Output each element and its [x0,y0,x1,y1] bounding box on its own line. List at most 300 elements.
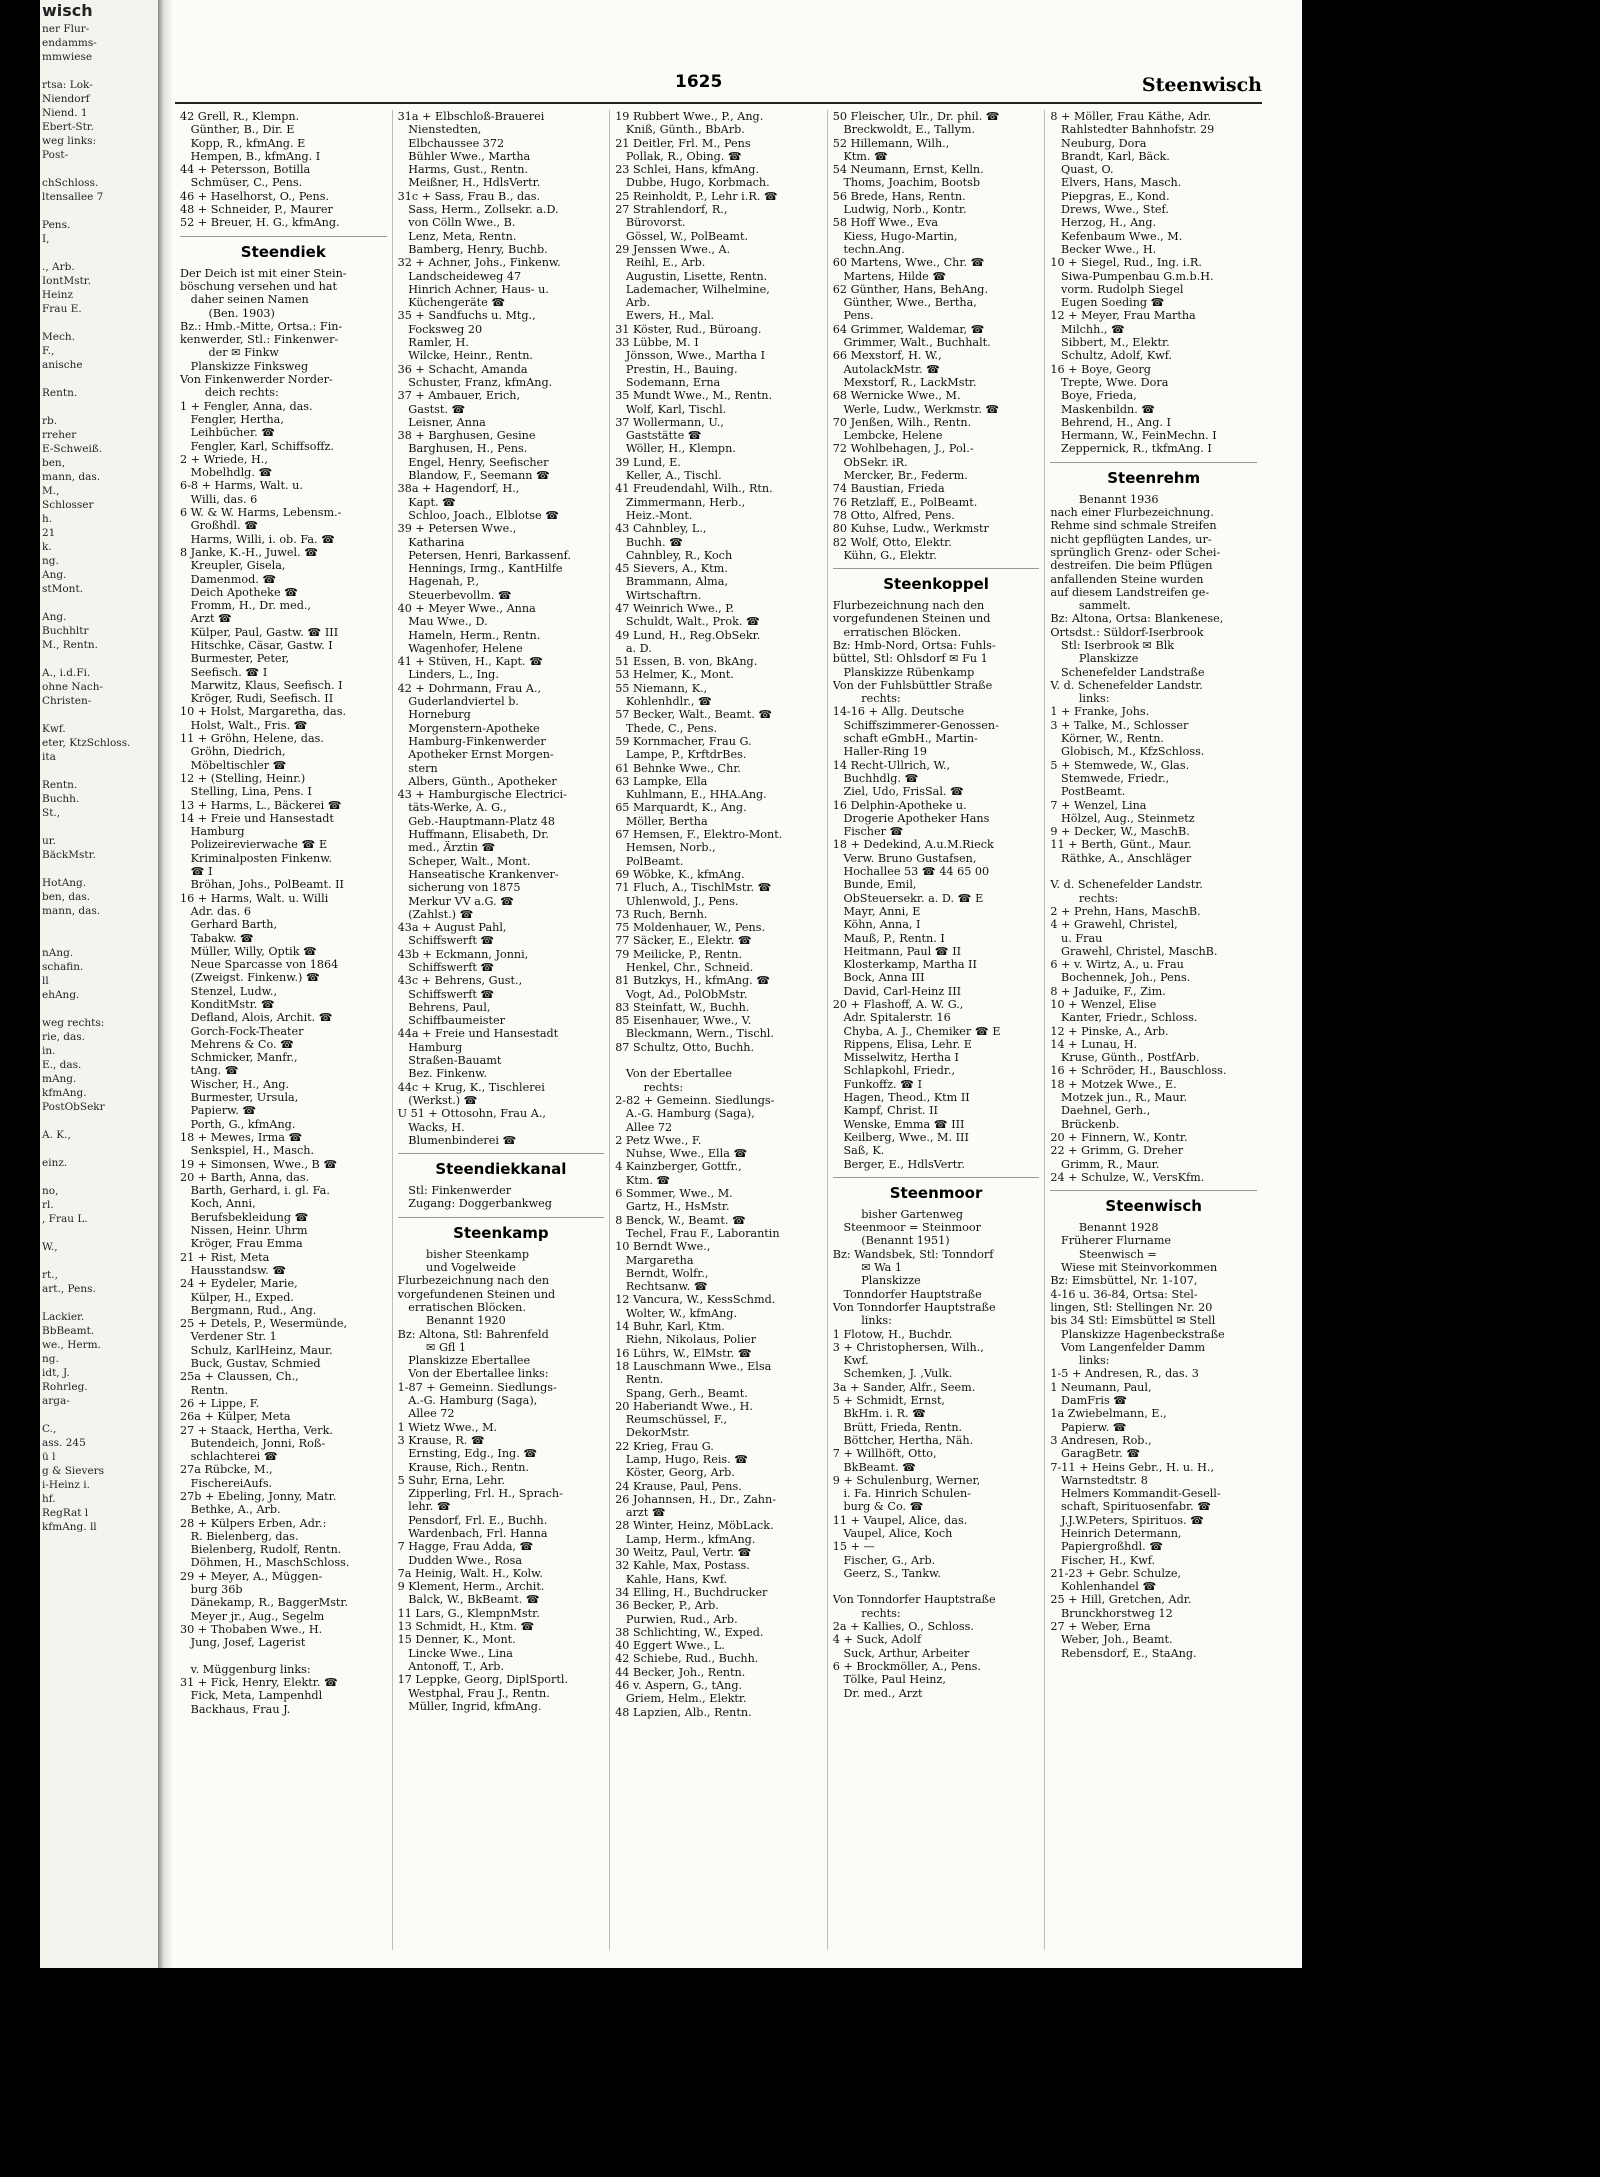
directory-entry: Vogt, Ad., PolObMstr. [615,987,748,1001]
left-margin-line: Ang. [42,611,67,623]
directory-entry: 3 + Talke, M., Schlosser [1050,718,1189,732]
directory-entry: R. Bielenberg, das. [180,1529,299,1543]
directory-entry: bis 34 Stl: Eimsbüttel ✉ Stell [1050,1314,1216,1328]
directory-entry: 7a Heinig, Walt. H., Kolw. [397,1566,543,1580]
left-margin-line [40,596,158,610]
directory-entry: Backhaus, Frau J. [180,1702,291,1716]
directory-entry: Von Tonndorfer Hauptstraße [832,1300,996,1314]
directory-entry: 10 Berndt Wwe., [615,1240,711,1254]
directory-entry: 16 + Boye, Georg [1050,362,1151,376]
directory-entry: 21-23 + Gebr. Schulze, [1050,1566,1182,1580]
directory-entry: 6 W. & W. Harms, Lebensm.- [180,506,342,520]
directory-entry: Bz: Hmb-Nord, Ortsa: Fuhls- [832,638,996,652]
directory-entry: ObSteuersekr. a. D. ☎ E [832,891,984,905]
left-margin-line: , Frau L. [42,1213,88,1225]
directory-entry: Wöller, H., Klempn. [615,442,736,456]
directory-entry: Riehn, Nikolaus, Polier [615,1333,757,1347]
directory-entry: 25 Reinholdt, P., Lehr i.R. ☎ [615,189,778,203]
directory-entry: 1 Wietz Wwe., M. [397,1420,498,1434]
directory-entry: Bz: Eimsbüttel, Nr. 1-107, [1050,1274,1198,1288]
left-margin-line: nAng. [42,947,74,959]
directory-entry: (Werkst.) ☎ [397,1093,478,1107]
directory-entry: Sibbert, M., Elektr. [1050,336,1170,350]
directory-entry: Schemken, J. ,Vulk. [832,1367,953,1381]
directory-entry: 33 Lübbe, M. I [615,336,699,350]
directory-entry: PostBeamt. [1050,785,1126,799]
directory-entry: Rahlstedter Bahnhofstr. 29 [1050,123,1215,137]
street-heading: Steenmoor [833,1177,1040,1204]
directory-entry: Fromm, H., Dr. med., [180,599,311,613]
left-margin-line: g & Sievers [42,1465,105,1477]
directory-entry: büttel, Stl: Ohlsdorf ✉ Fu 1 [832,652,988,666]
directory-entry: Holst, Walt., Fris. ☎ [180,718,308,732]
directory-entry: schaft eGmbH., Martin- [832,732,978,746]
directory-entry: links: [1050,1354,1110,1368]
directory-entry: Kriminalposten Finkenw. [180,851,333,865]
directory-entry: BkHm. i. R. ☎ [832,1407,927,1421]
directory-entry: Köster, Georg, Arb. [615,1466,735,1480]
directory-entry: Drews, Wwe., Stef. [1050,203,1169,217]
left-margin-line [40,862,158,876]
directory-entry: Hochallee 53 ☎ 44 65 00 [832,865,990,879]
street-heading: Steenrehm [1050,462,1257,489]
left-margin-line [40,1408,158,1422]
directory-entry: techn.Ang. [832,242,905,256]
directory-entry: Schlapkohl, Friedr., [832,1064,956,1078]
left-margin-line: ltensallee 7 [42,191,104,203]
directory-entry: stern [397,761,438,775]
directory-entry: 52 + Breuer, H. G., kfmAng. [180,216,340,230]
directory-entry: Günther, Wwe., Bertha, [832,296,977,310]
directory-entry: Gaststätte ☎ [615,429,702,443]
directory-entry: Schiffswerft ☎ [397,961,495,974]
directory-entry: Globisch, M., KfzSchloss. [1050,745,1205,759]
directory-entry: 9 + Decker, W., MaschB. [1050,825,1190,839]
directory-entry: Hinrich Achner, Haus- u. [397,282,549,296]
left-margin-line: ll [42,975,49,987]
directory-entry: Lampe, P., KrftdrBes. [615,748,747,762]
column-4 [828,110,1046,1950]
directory-entry: 61 Behnke Wwe., Chr. [615,761,741,775]
left-margin-line [40,64,158,78]
directory-entry: Lincke Wwe., Lina [397,1646,513,1660]
directory-entry: Flurbezeichnung nach den [832,599,985,613]
directory-entry: 45 Sievers, A., Ktm. [615,562,728,576]
directory-entry [1050,865,1257,878]
directory-entry: 32 + Achner, Johs., Finkenw. [397,256,561,270]
directory-entry: Von der Fuhlsbüttler Straße [832,678,993,692]
directory-entry: Adr. Spitalerstr. 16 [832,1011,951,1025]
directory-entry: 78 Otto, Alfred, Pens. [832,508,955,522]
left-margin-line: i-Heinz i. [42,1479,90,1491]
left-margin-line: F., [42,345,55,357]
left-margin-line: E., das. [42,1059,82,1071]
directory-entry: Burmester, Ursula, [180,1091,299,1105]
directory-entry: Hagen, Theod., Ktm II [832,1091,970,1105]
directory-entry: Planskizze Finksweg [180,359,309,373]
directory-entry: Senkspiel, H., Masch. [180,1144,315,1158]
directory-entry: Reumschüssel, F., [615,1413,728,1427]
directory-entry: Wolf, Karl, Tischl. [615,402,727,416]
directory-entry: 77 Säcker, E., Elektr. ☎ [615,934,752,948]
directory-entry: nicht gepflügten Landes, ur- [1050,532,1212,546]
left-margin-line: ner Flur- [42,23,90,35]
left-margin-line [40,764,158,778]
directory-entry: 5 + Stemwede, W., Glas. [1050,758,1190,772]
directory-entry: erratischen Blöcken. [832,625,962,639]
directory-entry: 32 Kahle, Max, Postass. [615,1559,750,1573]
directory-entry: daher seinen Namen [180,293,309,307]
directory-entry: 16 + Harms, Walt. u. Willi [180,891,329,905]
directory-entry: J.J.W.Peters, Spirituos. ☎ [1050,1513,1205,1527]
directory-entry: Saß, K. [832,1144,885,1158]
left-margin-line: ng. [42,555,59,567]
left-margin-line: no, [42,1185,59,1197]
directory-entry: Buck, Gustav, Schmied [180,1357,321,1371]
left-margin-line [40,1254,158,1268]
directory-entry: Grawehl, Christel, MaschB. [1050,944,1218,958]
left-margin-line [40,204,158,218]
directory-entry: 67 Hemsen, F., Elektro-Mont. [615,828,783,842]
directory-entry: Rechtsanw. ☎ [615,1280,708,1294]
directory-entry: 14 + Freie und Hansestadt [180,811,334,825]
directory-entry: Wischer, H., Ang. [180,1077,290,1091]
directory-entry: Pollak, R., Obing. ☎ [615,149,742,163]
directory-entry: 5 Suhr, Erna, Lehr. [397,1473,506,1487]
directory-entry: 57 Becker, Walt., Beamt. ☎ [615,708,773,722]
directory-entry: Planskizze Ebertallee [397,1354,531,1368]
directory-entry: 42 Grell, R., Klempn. [180,110,300,123]
directory-entry: 7-11 + Heins Gebr., H. u. H., [1050,1460,1215,1474]
column-1 [175,110,393,1950]
directory-entry: Steenwisch = [1050,1247,1157,1261]
directory-entry: Planskizze Rübenkamp [832,665,975,679]
directory-entry: Wiese mit Steinvorkommen [1050,1261,1218,1275]
directory-entry: Koch, Anni, [180,1197,256,1211]
directory-entry: 75 Moldenhauer, W., Pens. [615,921,766,935]
directory-entry: Funkoffz. ☎ I [832,1077,923,1091]
directory-entry: 9 + Schulenburg, Werner, [832,1473,981,1487]
directory-entry: 20 + Barth, Anna, das. [180,1170,310,1184]
directory-entry: Butendeich, Jonni, Roß- [180,1436,326,1450]
directory-entry: Bürovorst. [615,216,686,230]
directory-entry: 71 Fluch, A., TischlMstr. ☎ [615,881,772,895]
directory-entry: Schuldt, Walt., Prok. ☎ [615,615,760,629]
directory-entry: Wardenbach, Frl. Hanna [397,1526,548,1540]
directory-entry: Sodemann, Erna [615,375,721,389]
column-3 [610,110,828,1950]
directory-entry: Fischer ☎ [832,825,904,839]
left-margin-line: weg links: [42,135,97,147]
directory-entry: Schenefelder Landstraße [1050,665,1205,679]
directory-entry: Früherer Flurname [1050,1234,1172,1248]
directory-entry: 16 Delphin-Apotheke u. [832,798,967,812]
left-margin-line [40,918,158,932]
directory-entry: Benannt 1936 [1050,492,1159,506]
directory-entry: 1 Neumann, Paul, [1050,1380,1152,1394]
directory-entry: Bröhan, Johs., PolBeamt. II [180,878,344,892]
directory-entry: 80 Kuhse, Ludw., Werkmstr [832,522,989,536]
running-title: Steenwisch [1141,74,1262,96]
directory-entry: Stl: Finkenwerder [397,1184,512,1198]
directory-entry: Wirtschaftrn. [615,588,702,602]
directory-entry: Prestin, H., Bauing. [615,362,738,376]
left-margin-line: A. K., [42,1129,71,1141]
directory-entry: 37 + Ambauer, Erich, [397,389,521,403]
directory-entry: Leihbücher. ☎ [180,426,276,440]
directory-entry: Bez. Finkenw. [397,1067,488,1081]
directory-entry: 16 + Schröder, H., Bauschloss. [1050,1064,1227,1078]
directory-entry: Cahnbley, R., Koch [615,548,733,562]
directory-entry: Lamp, Herm., kfmAng. [615,1532,756,1546]
directory-entry: Körner, W., Rentn. [1050,732,1164,746]
directory-entry: 1-5 + Andresen, R., das. 3 [1050,1367,1199,1381]
directory-entry: Stelling, Lina, Pens. I [180,785,312,799]
directory-entry: i. Fa. Hinrich Schulen- [832,1487,971,1501]
left-page-margin [40,0,160,1968]
directory-entry: David, Carl-Heinz III [832,984,962,998]
directory-entry: 22 Krieg, Frau G. [615,1439,714,1453]
directory-entry: Weber, Joh., Beamt. [1050,1633,1173,1647]
directory-entry: Zeppernick, R., tkfmAng. I [1050,442,1212,456]
left-margin-line: mann, das. [42,471,101,483]
left-margin-line [40,400,158,414]
directory-entry: Suck, Arthur, Arbeiter [832,1646,970,1660]
directory-entry: (Zahlst.) ☎ [397,907,474,921]
directory-entry: Warnstedtstr. 8 [1050,1473,1148,1487]
directory-entry: 83 Steinfatt, W., Buchh. [615,1000,750,1014]
directory-entry: 74 Baustian, Frieda [832,482,945,496]
directory-entry: Mobelhdlg. ☎ [180,466,273,480]
left-margin-line: rb. [42,415,58,427]
directory-entry: Balck, W., BkBeamt. ☎ [397,1593,540,1607]
directory-entry: 18 + Dedekind, A.u.M.Rieck [832,838,994,852]
left-margin-line: RegRat l [42,1507,89,1519]
directory-entry: 29 Jenssen Wwe., A. [615,242,731,256]
directory-entry: 7 Hagge, Frau Adda, ☎ [397,1540,534,1554]
directory-entry: Rippens, Elisa, Lehr. E [832,1037,972,1051]
directory-entry: Kefenbaum Wwe., M. [1050,229,1183,243]
directory-entry: Nissen, Heinr. Uhrm [180,1224,308,1238]
directory-entry: Petersen, Henri, Barkassenf. [397,548,571,562]
directory-entry: Dänekamp, R., BaggerMstr. [180,1596,349,1610]
directory-entry: 31 Köster, Rud., Büroang. [615,322,762,336]
left-margin-line: C., [42,1423,57,1435]
directory-entry: Ernsting, Edg., Ing. ☎ [397,1447,538,1461]
left-margin-line: anische [42,359,83,371]
directory-entry: Mercker, Br., Federm. [832,469,968,483]
directory-entry: DamFris ☎ [1050,1394,1128,1408]
directory-entry: Schmicker, Manfr., [180,1051,298,1065]
left-margin-line [40,820,158,834]
directory-entry: KonditMstr. ☎ [180,998,275,1011]
directory-entry [833,1580,1040,1593]
street-heading: Steenwisch [1050,1190,1257,1217]
directory-entry: 23 Schlei, Hans, kfmAng. [615,163,760,177]
directory-entry: 3 Andresen, Rob., [1050,1433,1152,1447]
directory-entry: burg & Co. ☎ [832,1500,924,1514]
directory-entry: lehr. ☎ [397,1500,451,1514]
left-margin-line: k. [42,541,52,553]
directory-entry: 39 Lund, E. [615,455,681,469]
left-margin-line: mann, das. [42,905,101,917]
left-margin-line: stMont. [42,583,84,595]
directory-entry: Rebensdorf, E., StaAng. [1050,1646,1197,1660]
directory-entry: 20 + Finnern, W., Kontr. [1050,1130,1188,1144]
left-margin-line: Rohrleg. [42,1381,88,1393]
directory-entry: 43 + Hamburgische Electrici- [397,788,567,802]
directory-entry: schlachterei ☎ [180,1450,278,1464]
directory-entry: med., Ärztin ☎ [397,841,496,855]
directory-entry: Katharina [397,535,465,549]
directory-entry: Kiess, Hugo-Martin, [832,229,958,243]
directory-entry: 2 Petz Wwe., F. [615,1133,702,1147]
directory-entry: destreifen. Die beim Pflügen [1050,559,1213,573]
directory-entry: Der Deich ist mit einer Stein- [180,266,347,280]
directory-page [40,0,1302,1968]
directory-entry: Scheper, Walt., Mont. [397,854,531,868]
scan-background-bottom [0,1968,1600,2177]
directory-entry: Günther, B., Dir. E [180,123,295,137]
directory-entry: Verw. Bruno Gustafsen, [832,851,977,865]
directory-entry: Ortsdst.: Süldorf-Iserbrook [1050,625,1204,639]
directory-entry: 4-16 u. 36-84, Ortsa: Stel- [1050,1287,1198,1301]
directory-entry: Von der Ebertallee links: [397,1367,549,1381]
directory-entry: Nienstedten, [397,123,482,137]
directory-entry: Steenmoor = Steinmoor [832,1221,981,1235]
directory-entry: Harms, Willi, i. ob. Fa. ☎ [180,532,336,546]
directory-entry: Krause, Rich., Rentn. [397,1460,529,1474]
directory-entry: Mexstorf, R., LackMstr. [832,375,977,389]
directory-entry: Köhn, Anna, I [832,918,921,932]
left-margin-line [40,162,158,176]
directory-entry: und Vogelweide [397,1261,516,1275]
left-margin-line [40,932,158,946]
left-margin-line: ohne Nach- [42,681,104,693]
directory-entry: bisher Gartenweg [832,1207,964,1221]
directory-entry: böschung versehen und hat [180,279,337,293]
directory-entry: PolBeamt. [615,854,684,868]
directory-entry: Kahle, Hans, Kwf. [615,1572,728,1586]
directory-entry: Jung, Josef, Lagerist [180,1636,306,1650]
directory-entry: Pens. [832,309,874,323]
directory-entry: Drogerie Apotheker Hans [832,811,990,825]
directory-entry: Zipperling, Frl. H., Sprach- [397,1487,563,1501]
directory-entry: 1 + Fengler, Anna, das. [180,399,313,413]
directory-entry: 17 Leppke, Georg, DiplSportl. [397,1673,569,1687]
directory-entry: Purwien, Rud., Arb. [615,1612,738,1626]
directory-entry: 65 Marquardt, K., Ang. [615,801,747,815]
directory-entry: Hausstandsw. ☎ [180,1263,287,1277]
directory-entry: Dubbe, Hugo, Korbmach. [615,176,770,190]
directory-entry: Wacks, H. [397,1120,465,1134]
directory-entry: Dr. med., Arzt [832,1686,923,1700]
directory-entry: 2 + Wriede, H., [180,452,268,466]
left-margin-line: Niendorf [42,93,90,105]
directory-entry: Reihl, E., Arb. [615,256,706,270]
directory-entry: Mayr, Anni, E [832,904,921,918]
directory-entry: Boye, Frieda, [1050,389,1137,403]
directory-entry: 3a + Sander, Alfr., Seem. [832,1380,976,1394]
left-margin-line [40,1226,158,1240]
directory-entry: Grimm, R., Maur. [1050,1157,1160,1171]
directory-entry: 59 Kornmacher, Frau G. [615,734,752,748]
directory-entry: Küchengeräte ☎ [397,296,506,310]
directory-entry: 22 + Grimm, G. Dreher [1050,1144,1184,1158]
directory-entry: Heiz.-Mont. [615,508,693,522]
left-margin-line: rie, das. [42,1031,85,1043]
left-margin-line [40,1170,158,1184]
street-heading: Steendiek [180,236,387,263]
directory-entry: Geb.-Hauptmann-Platz 48 [397,814,556,828]
directory-entry: rechts: [832,1606,901,1620]
directory-entry: Geerz, S., Tankw. [832,1566,941,1580]
directory-entry: 13 Schmidt, H., Ktm. ☎ [397,1620,535,1634]
left-margin-line: kfmAng. [42,1087,87,1099]
directory-entry: Damenmod. ☎ [180,572,277,586]
directory-entry: Bleckmann, Wern., Tischl. [615,1027,774,1041]
directory-entry: AutolackMstr. ☎ [832,362,941,376]
directory-entry: 31c + Sass, Frau B., das. [397,189,541,203]
directory-entry: (Ben. 1903) [180,306,275,320]
directory-entry: 81 Butzkys, H., kfmAng. ☎ [615,974,771,988]
directory-entry: Horneburg [397,708,471,722]
left-margin-line: M., [42,485,60,497]
directory-entry: 38 + Barghusen, Gesine [397,429,536,443]
directory-entry: 35 Mundt Wwe., M., Rentn. [615,389,773,403]
directory-entry [615,1054,822,1067]
directory-entry: Allee 72 [397,1407,455,1421]
left-margin-line: Niend. 1 [42,107,88,119]
directory-entry: Apotheker Ernst Morgen- [397,748,554,762]
directory-entry: Blandow, F., Seemann ☎ [397,469,550,483]
street-heading: Steendiekkanal [398,1153,605,1180]
directory-entry: 28 Winter, Heinz, MöbLack. [615,1519,774,1533]
directory-entry: 25a + Claussen, Ch., [180,1370,299,1384]
directory-entry: 38 Schlichting, W., Exped. [615,1625,764,1639]
directory-entry: Zugang: Doggerbankweg [397,1197,552,1211]
directory-entry: 9 Klement, Herm., Archit. [397,1580,545,1594]
directory-entry: 27 + Weber, Erna [1050,1620,1151,1634]
directory-entry: Schmüser, C., Pens. [180,176,303,190]
directory-entry: 3 + Christophersen, Wilh., [832,1340,984,1354]
directory-entry: 12 Vancura, W., KessSchmd. [615,1293,776,1307]
left-margin-line [40,1296,158,1310]
directory-entry: 12 + Pinske, A., Arb. [1050,1024,1169,1038]
directory-entry: 14-16 + Allg. Deutsche [832,705,965,719]
column-2 [393,110,611,1950]
left-margin-line: h. [42,513,53,525]
directory-entry: 26 Johannsen, H., Dr., Zahn- [615,1492,776,1506]
directory-entry: schaft, Spirituosenfabr. ☎ [1050,1500,1212,1514]
book-fold-shadow [158,0,172,1968]
directory-entry: ☎ I [180,865,213,879]
left-margin-line: Kwf. [42,723,66,735]
directory-entry: Martens, Hilde ☎ [832,269,947,283]
directory-entry: 39 + Petersen Wwe., [397,522,517,536]
directory-entry: Trepte, Wwe. Dora [1050,375,1169,389]
directory-entry: 11 Lars, G., KlempnMstr. [397,1606,540,1620]
directory-entry: der ✉ Finkw [180,346,279,360]
left-margin-line: art., Pens. [42,1283,96,1295]
directory-entry: Misselwitz, Hertha I [832,1051,959,1065]
directory-entry: deich rechts: [180,386,279,400]
directory-entry: erratischen Blöcken. [397,1300,526,1314]
directory-entry: 48 + Schneider, P., Maurer [180,203,333,217]
left-margin-line: Rentn. [42,779,78,791]
directory-entry: 20 Haberiandt Wwe., H. [615,1399,753,1413]
left-margin-line: Buchh. [42,793,80,805]
